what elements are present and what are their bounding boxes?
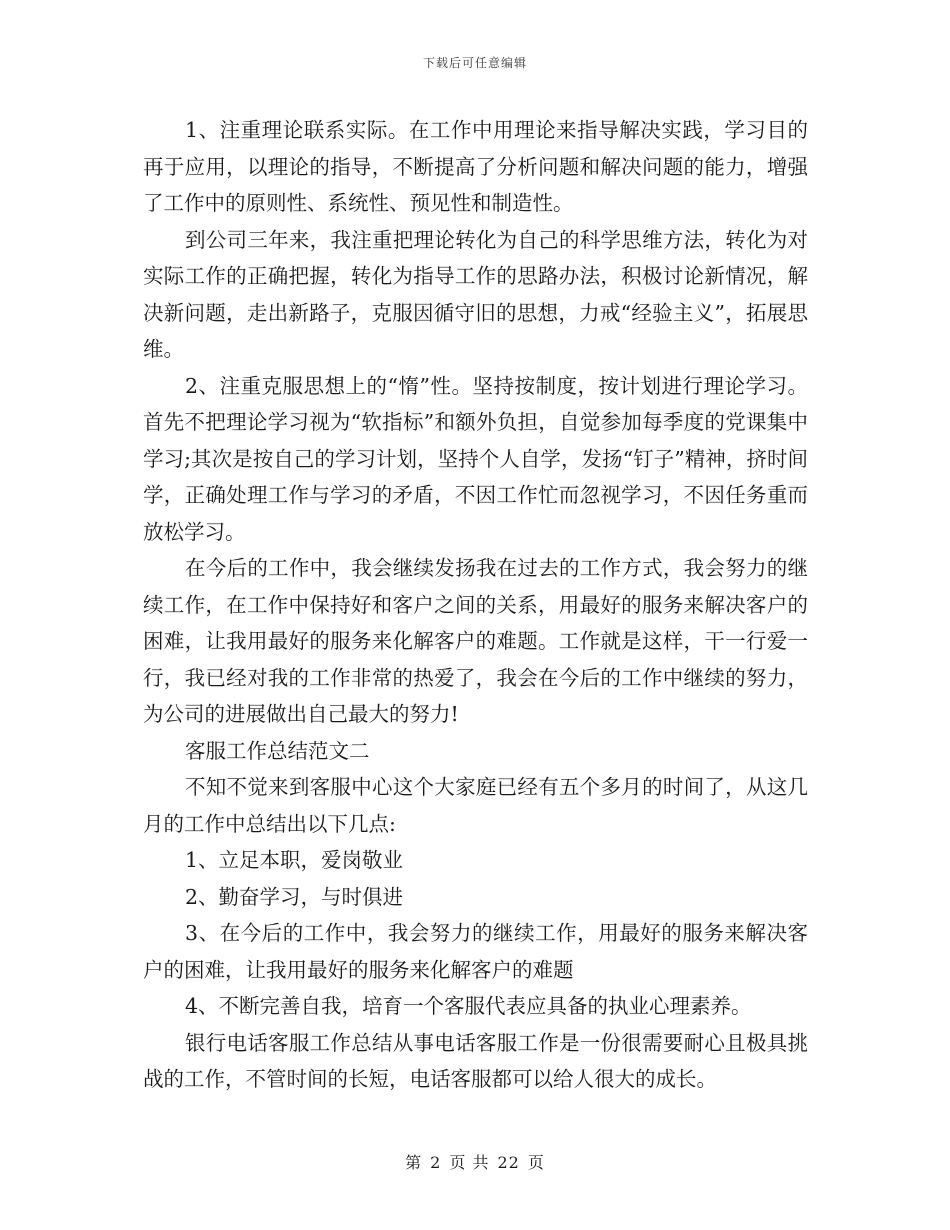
paragraph: 在今后的工作中，我会继续发扬我在过去的工作方式，我会努力的继续工作，在工作中保持好和客户之间的关系，用最好的服务来解决客户的困难，让我用最好的服务来化解客户的难题。工作就是这样，干一行爱一行，我已经对我的工作非常的热爱了，我会在今后的工作中继续的努力，为公司的进展做出自己最大的努力! — [143, 556, 808, 726]
list-item: 4、不断完善自我，培育一个客服代表应具备的执业心理素养。 — [185, 994, 752, 1018]
paragraph: 到公司三年来，我注重把理论转化为自己的科学思维方法，转化为对实际工作的正确把握，转化为指导工作的思路办法，积极讨论新情况，解决新问题，走出新路子，克服因循守旧的思想，力戒“经验主义”，拓展思维。 — [143, 227, 808, 361]
list-item: 2、勤奋学习，与时俱进 — [185, 884, 404, 909]
paragraph: 不知不觉来到客服中心这个大家庭已经有五个多月的时间了，从这几月的工作中总结出以下几点: — [143, 775, 808, 836]
paragraph: 1、注重理论联系实际。在工作中用理论来指导解决实践，学习目的再于应用，以理论的指导，不断提高了分析问题和解决问题的能力，增强了工作中的原则性、系统性、预见性和制造性。 — [143, 118, 808, 215]
paragraph: 银行电话客服工作总结从事电话客服工作是一份很需要耐心且极具挑战的工作，不管时间的长短，电话客服都可以给人很大的成长。 — [143, 1030, 808, 1091]
list-item: 3、在今后的工作中，我会努力的继续工作，用最好的服务来解决客户的困难，让我用最好的服务来化解客户的难题 — [143, 921, 808, 982]
list-item: 1、立足本职，爱岗敬业 — [185, 848, 404, 872]
footer-total-pages: 22 — [497, 1153, 520, 1172]
section-heading: 客服工作总结范文二 — [185, 738, 370, 763]
footer-prefix: 第 — [405, 1153, 423, 1172]
footer-suffix: 页 — [527, 1153, 545, 1172]
footer-page-number: 2 — [430, 1153, 442, 1172]
page-footer — [0, 1150, 950, 1173]
document-body — [143, 112, 808, 1098]
paragraph: 2、注重克服思想上的“惰”性。坚持按制度，按计划进行理论学习。首先不把理论学习视为“软指标”和额外负担，自觉参加每季度的党课集中学习;其次是按自己的学习计划，坚持个人自学，发扬“钉子”精神，挤时间学，正确处理工作与学习的矛盾，不因工作忙而忽视学习，不因任务重而放松学习。 — [143, 373, 808, 544]
page-header: 下载后可任意编辑 — [422, 56, 527, 70]
footer-middle: 页 共 — [449, 1153, 490, 1172]
